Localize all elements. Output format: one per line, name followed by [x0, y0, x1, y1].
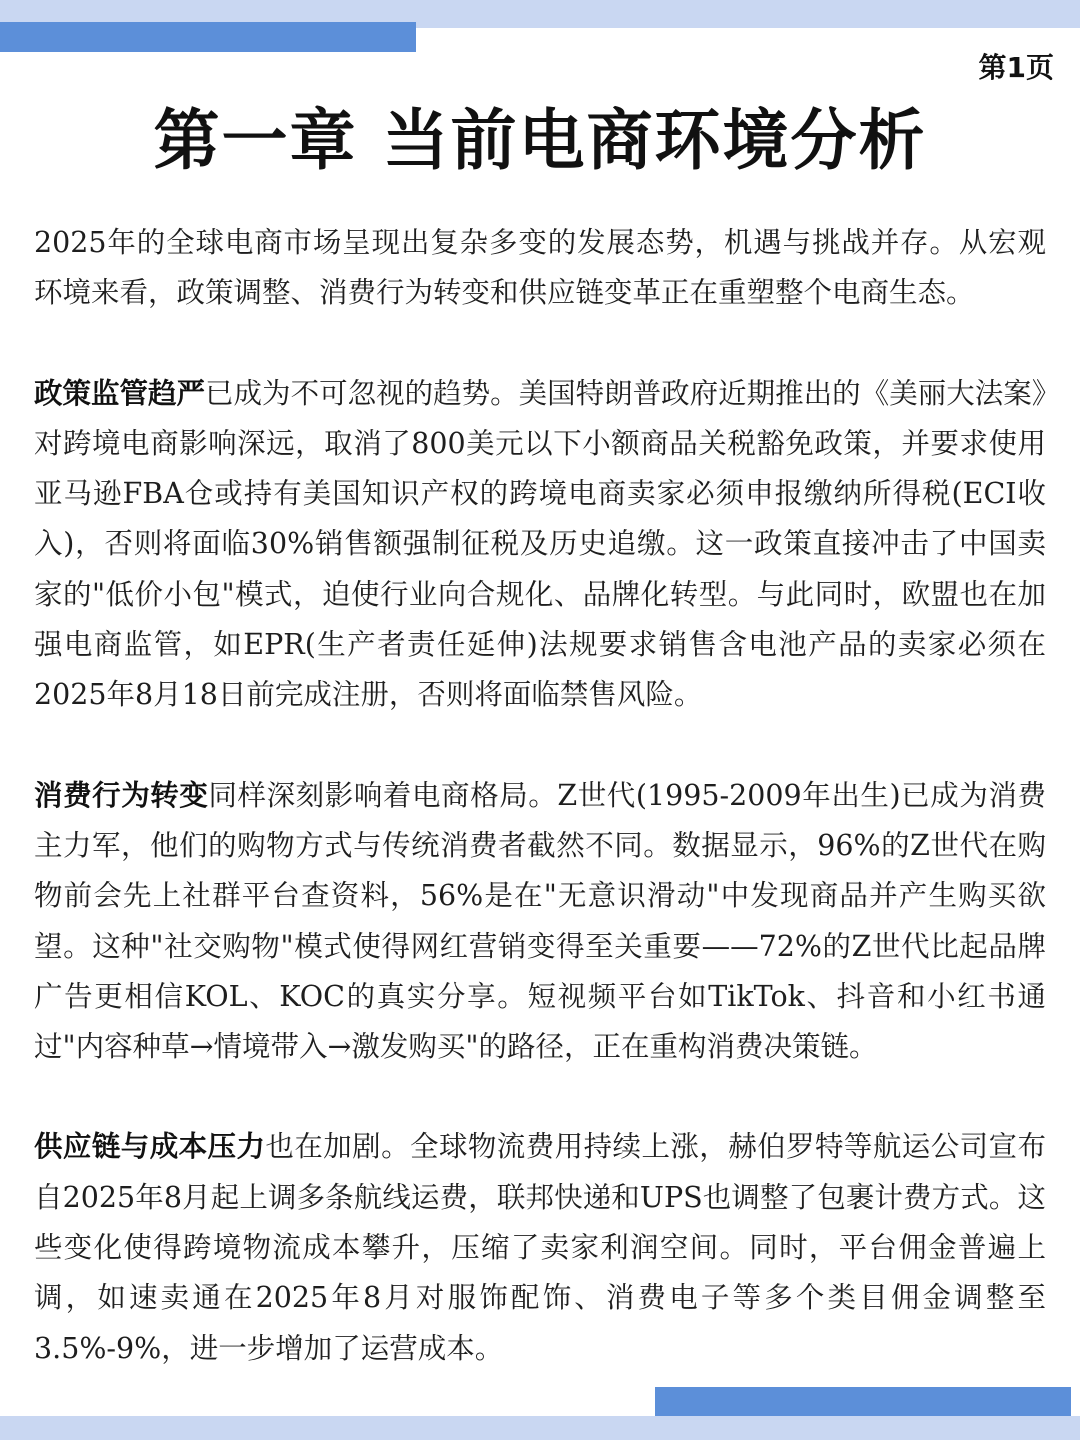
supply-chain-paragraph: [34, 1122, 1046, 1373]
intro-paragraph: [34, 218, 1046, 319]
bottom-accent-bar: [655, 1387, 1071, 1417]
policy-text: 已成为不可忽视的趋势。美国特朗普政府近期推出的《美丽大法案》对跨境电商影响深远，取消了800美元以下小额商品关税豁免政策，并要求使用亚马逊FBA仓或持有美国知识产权的跨境电商卖家必须申报缴纳所得税(ECI收入)，否则将面临30%销售额强制征税及历史追缴。这一政策直接冲击了中国卖家的"低价小包"模式，迫使行业向合规化、品牌化转型。与此同时，欧盟也在加强电商监管，如EPR(生产者责任延伸)法规要求销售含电池产品的卖家必须在2025年8月18日前完成注册，否则将面临禁售风险。: [34, 376, 1046, 712]
supply-chain-heading: 供应链与成本压力: [34, 1130, 266, 1164]
page-number: 第1页: [978, 51, 1054, 84]
policy-paragraph: [34, 369, 1046, 721]
intro-text: 2025年的全球电商市场呈现出复杂多变的发展态势，机遇与挑战并存。从宏观环境来看，政策调整、消费行为转变和供应链变革正在重塑整个电商生态。: [34, 226, 1046, 310]
consumer-heading: 消费行为转变: [34, 778, 209, 812]
supply-chain-text: 也在加剧。全球物流费用持续上涨，赫伯罗特等航运公司宣布自2025年8月起上调多条航线运费，联邦快递和UPS也调整了包裹计费方式。这些变化使得跨境物流成本攀升，压缩了卖家利润空间。同时，平台佣金普遍上调，如速卖通在2025年8月对服饰配饰、消费电子等多个类目佣金调整至3.5%-9%，进一步增加了运营成本。: [34, 1130, 1046, 1365]
policy-heading: 政策监管趋严: [34, 376, 206, 410]
consumer-text: 同样深刻影响着电商格局。Z世代(1995-2009年出生)已成为消费主力军，他们的购物方式与传统消费者截然不同。数据显示，96%的Z世代在购物前会先上社群平台查资料，56%是在"无意识滑动"中发现商品并产生购买欲望。这种"社交购物"模式使得网红营销变得至关重要——72%的Z世代比起品牌广告更相信KOL、KOC的真实分享。短视频平台如TikTok、抖音和小红书通过"内容种草→情境带入→激发购买"的路径，正在重构消费决策链。: [34, 778, 1046, 1064]
page-title: 第一章 当前电商环境分析: [153, 102, 927, 179]
bottom-decor-band: [0, 1416, 1080, 1440]
top-accent-bar: [0, 22, 416, 52]
article-body: [34, 218, 1046, 1424]
consumer-paragraph: [34, 771, 1046, 1073]
